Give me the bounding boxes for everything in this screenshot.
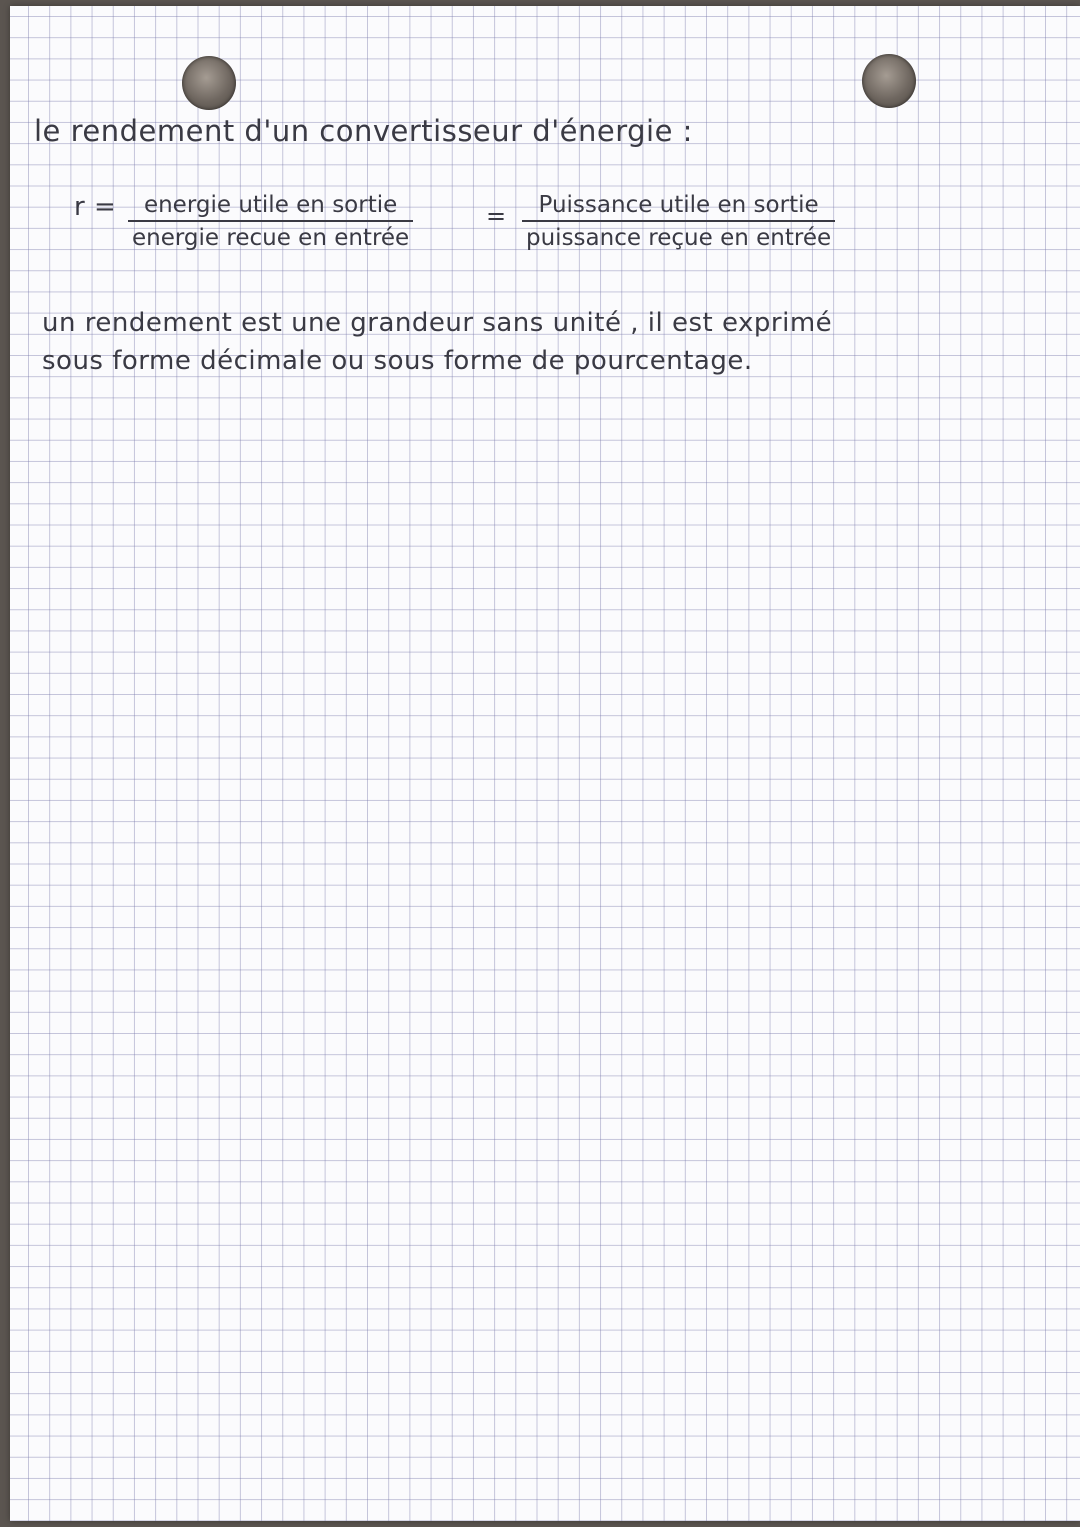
energy-fraction: [128, 192, 413, 251]
energy-denominator: energie recue en entrée: [132, 225, 410, 251]
efficiency-symbol: r =: [74, 192, 117, 222]
energy-numerator: energie utile en sortie: [128, 192, 413, 222]
definition-line-1: un rendement est une grandeur sans unité , il est exprimé: [42, 308, 833, 338]
power-numerator: Puissance utile en sortie: [522, 192, 835, 222]
power-fraction: [522, 192, 835, 251]
power-denominator: puissance reçue en entrée: [526, 225, 832, 251]
note-title: le rendement d'un convertisseur d'énergie :: [34, 114, 693, 148]
equals-sign: =: [486, 202, 507, 230]
punch-hole-right: [862, 54, 916, 108]
punch-hole-left: [182, 56, 236, 110]
grid-paper-sheet: [10, 6, 1080, 1521]
definition-line-2: sous forme décimale ou sous forme de pourcentage.: [42, 346, 753, 376]
